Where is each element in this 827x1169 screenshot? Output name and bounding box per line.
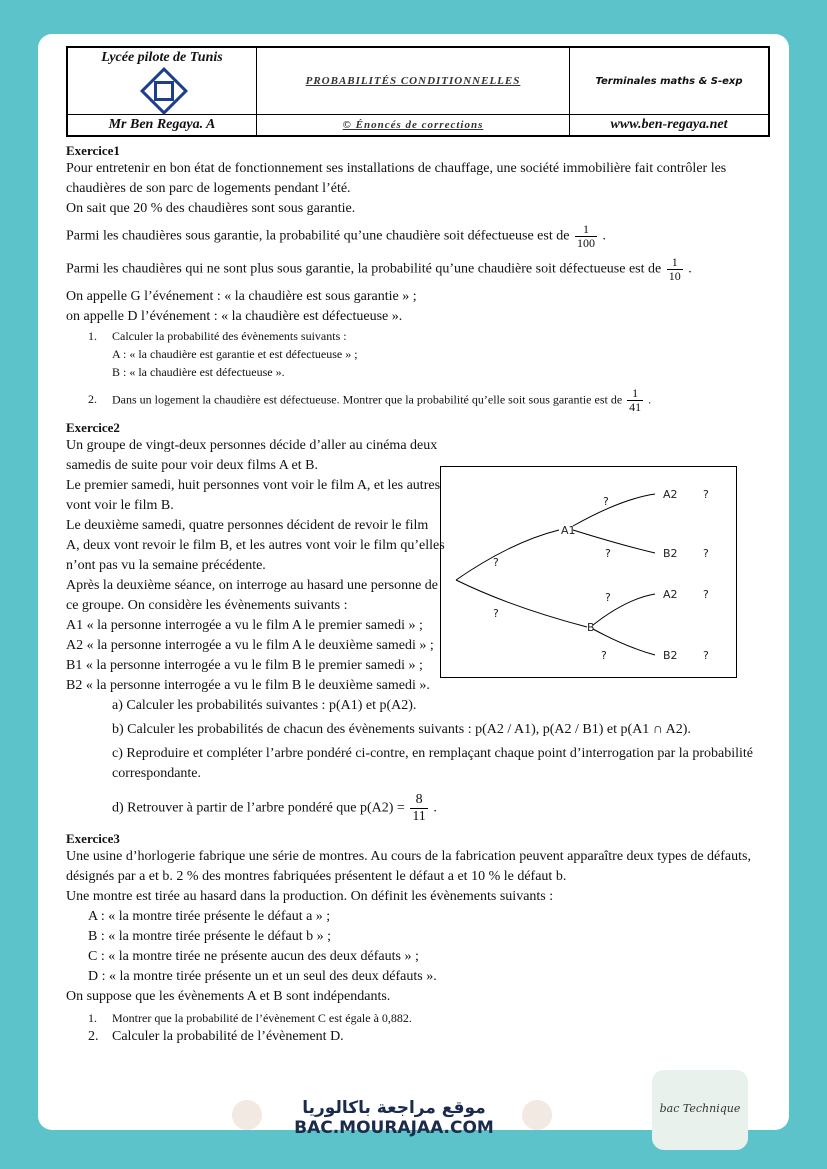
left-badge-icon	[232, 1100, 262, 1130]
ex1-paragraph: On appelle G l’événement : « la chaudière est sous garantie » ;	[66, 289, 417, 304]
ex2-question-a: a) Calculer les probabilités suivantes : p(A1) et p(A2).	[112, 698, 417, 713]
leaf-a2-top: A2	[663, 488, 678, 501]
ex1-text: Parmi les chaudières qui ne sont plus sous garantie, la probabilité qu’une chaudière soit défectueuse est de	[66, 261, 662, 277]
ex1-paragraph: Parmi les chaudières qui ne sont plus sous garantie, la probabilité qu’une chaudière soit défectueuse est de $\frac{1}{10}$ .	[66, 255, 692, 283]
tree-question-mark: ?	[703, 547, 709, 560]
ex1-event: B : « la chaudière est défectueuse ».	[112, 365, 285, 379]
fraction: $\frac{1}{100}$	[576, 222, 595, 250]
ex2-line: samedis de suite pour voir deux films A et B.	[66, 458, 318, 473]
site-name-arabic: موقع مراجعة باكالوريا	[302, 1098, 486, 1118]
ex3-paragraph: Une montre est tirée au hasard dans la production. On définit les évènements suivants :	[66, 889, 554, 904]
ex2-intro	[66, 436, 460, 696]
fraction: $\frac{1}{10}$	[668, 255, 681, 283]
tree-question-mark: ?	[703, 488, 709, 501]
exercise3-title: Exercice3	[66, 831, 120, 846]
header-title-cell	[257, 47, 570, 115]
site-banner[interactable]	[280, 1098, 508, 1138]
header-subtitle-cell	[257, 115, 570, 137]
brand-logo	[652, 1070, 748, 1150]
tree-branch	[573, 530, 655, 553]
brand-name: bac Technique	[659, 1102, 741, 1115]
ex2-question-d: d) Retrouver à partir de l’arbre pondéré que p(A2) = $\frac{8}{11}$ .	[112, 792, 437, 824]
ex3-event: C : « la montre tirée ne présente aucun des deux défauts » ;	[88, 949, 419, 964]
ex2-line: A2 « la personne interrogée a vu le film A le deuxième samedi » ;	[66, 638, 434, 653]
ex2-line: n’ont pas vu la semaine précédente.	[66, 558, 266, 573]
ex2-line: B1 « la personne interrogée a vu le film B le premier samedi » ;	[66, 658, 423, 673]
tree-question-mark: ?	[605, 591, 611, 604]
header-subtitle: © Énoncés de corrections	[342, 119, 484, 131]
ex2-line: A1 « la personne interrogée a vu le film A le premier samedi » ;	[66, 618, 423, 633]
probability-tree	[440, 466, 737, 678]
school-name: Lycée pilote de Tunis	[101, 50, 223, 65]
fraction: $\frac{8}{11}$	[412, 792, 426, 824]
ex2-question-b: b) Calculer les probabilités de chacun des évènements suivants : p(A2 / A1), p(A2 / B1) et p(A1 ∩ A2).	[112, 722, 691, 737]
ex1-question: 1. Calculer la probabilité des évènements suivants :	[88, 329, 347, 343]
tree-question-mark: ?	[601, 649, 607, 662]
ex3-question: 2. Calculer la probabilité de l’évènement D.	[88, 1029, 344, 1044]
ex2-line: Le deuxième samedi, quatre personnes décident de revoir le film	[66, 518, 429, 533]
ex2-line: Après la deuxième séance, on interroge au hasard une personne de	[66, 578, 439, 593]
ex1-question: 2. Dans un logement la chaudière est défectueuse. Montrer que la probabilité qu’elle soit sous garantie est de $\frac{1}{41}$ .	[88, 386, 652, 414]
tree-question-mark: ?	[493, 607, 499, 620]
fraction: $\frac{1}{41}$	[629, 386, 642, 414]
header-classes-cell	[570, 47, 770, 115]
ex1-paragraph: Parmi les chaudières sous garantie, la probabilité qu’une chaudière soit défectueuse est de $\frac{1}{100}$ .	[66, 222, 606, 250]
tree-branch	[456, 530, 559, 580]
right-badge-icon	[522, 1100, 552, 1130]
leaf-b2-bottom: B2	[663, 649, 678, 662]
tree-branch	[456, 580, 587, 627]
ex2-line: vont voir le film B.	[66, 498, 174, 513]
node-a1: A1	[561, 524, 576, 537]
ex1-paragraph: on appelle D l’événement : « la chaudière est défectueuse ».	[66, 309, 403, 324]
ex2-line: Le premier samedi, huit personnes vont voir le film A, et les autres	[66, 478, 441, 493]
school-logo-icon	[141, 72, 183, 106]
website-link[interactable]: www.ben-regaya.net	[570, 115, 770, 137]
tree-question-mark: ?	[603, 495, 609, 508]
ex1-paragraph: Pour entretenir en bon état de fonctionnement ses installations de chauffage, une société immobilière fait contrôler les chaudières de son parc de logements pendant l’été.	[66, 161, 727, 196]
header-table	[66, 46, 770, 137]
probability-tree-svg	[441, 467, 736, 677]
ex2-line: ce groupe. On considère les évènements suivants :	[66, 598, 348, 613]
ex2-question-c: c) Reproduire et compléter l’arbre pondéré ci-contre, en remplaçant chaque point d’interrogation par la probabilité correspondante.	[112, 746, 753, 781]
ex1-event: A : « la chaudière est garantie et est défectueuse » ;	[112, 347, 358, 361]
ex3-event: D : « la montre tirée présente un et un seul des deux défauts ».	[88, 969, 437, 984]
tree-question-mark: ?	[703, 649, 709, 662]
node-b: B	[587, 621, 595, 634]
ex2-line: B2 « la personne interrogée a vu le film B le deuxième samedi ».	[66, 678, 430, 693]
tree-branch	[573, 494, 655, 526]
ex2-line: Un groupe de vingt-deux personnes décide d’aller au cinéma deux	[66, 438, 438, 453]
teacher-name: Mr Ben Regaya. A	[67, 115, 257, 137]
tree-question-mark: ?	[703, 588, 709, 601]
header-title: PROBABILITÉS CONDITIONNELLES	[305, 75, 521, 87]
ex3-question: 1. Montrer que la probabilité de l’évènement C est égale à 0,882.	[88, 1011, 412, 1025]
ex3-event: A : « la montre tirée présente le défaut a » ;	[88, 909, 331, 924]
ex3-paragraph: Une usine d’horlogerie fabrique une série de montres. Au cours de la fabrication peuvent apparaître deux types de défauts, désignés par a et b. 2 % des montres fabriquées présentent le défaut a et 10 % le défaut b.	[66, 849, 751, 884]
tree-question-mark: ?	[493, 556, 499, 569]
ex1-paragraph: On sait que 20 % des chaudières sont sous garantie.	[66, 201, 356, 216]
ex2-line: A, deux vont revoir le film B, et les autres vont voir le film qu’elles	[66, 538, 445, 553]
site-url[interactable]: BAC.MOURAJAA.COM	[294, 1118, 494, 1138]
document-page	[38, 34, 789, 1130]
header-classes: Terminales maths & S-exp	[595, 76, 743, 87]
tree-question-mark: ?	[605, 547, 611, 560]
leaf-a2-bottom: A2	[663, 588, 678, 601]
header-school-cell	[67, 47, 257, 115]
ex1-text: Parmi les chaudières sous garantie, la probabilité qu’une chaudière soit défectueuse est de	[66, 228, 570, 244]
exercise1-title: Exercice1	[66, 143, 120, 158]
tree-branch	[593, 594, 655, 625]
leaf-b2-top: B2	[663, 547, 678, 560]
exercise2-title: Exercice2	[66, 420, 120, 435]
ex3-paragraph: On suppose que les évènements A et B sont indépendants.	[66, 989, 391, 1004]
ex3-event: B : « la montre tirée présente le défaut b » ;	[88, 929, 331, 944]
